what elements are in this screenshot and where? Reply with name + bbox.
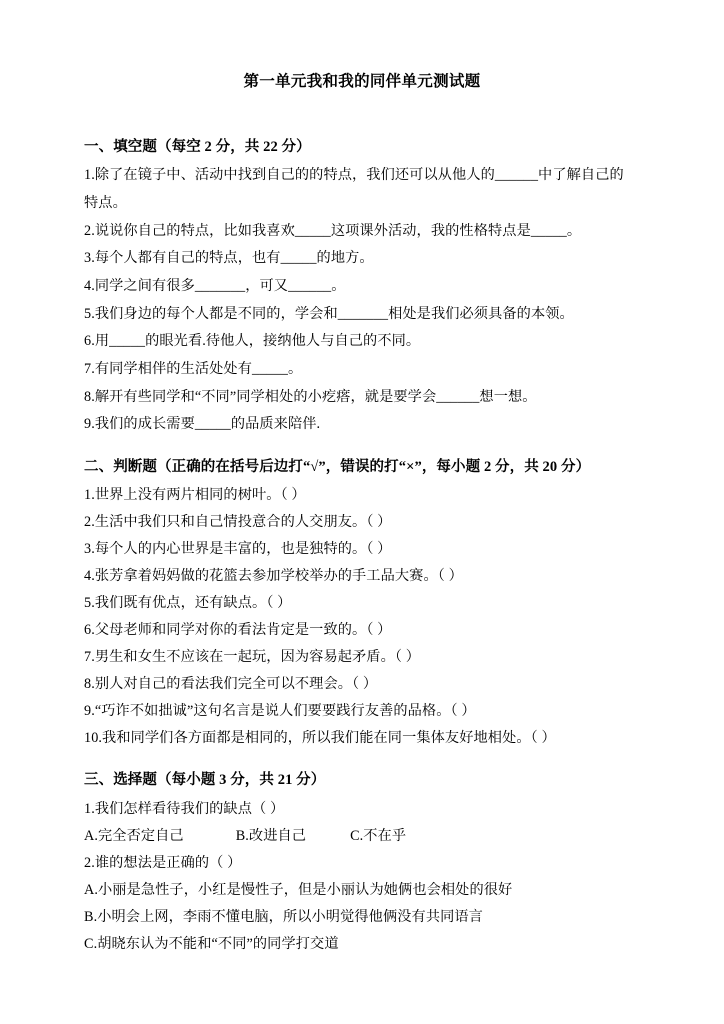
choice-option-c: C.胡晓东认为不能和“不同”的同学打交道: [84, 936, 339, 953]
section-true-false: [84, 455, 640, 752]
question-line: 8.解开有些同学和“不同”同学相处的小疙瘩，就是要学会______想一想。: [84, 388, 537, 405]
question-line: 2.说说你自己的特点，比如我喜欢_____这项课外活动，我的性格特点是_____。: [84, 222, 582, 239]
page-title: 第一单元我和我的同伴单元测试题: [243, 73, 481, 90]
question-line: 2.谁的想法是正确的（ ）: [84, 855, 242, 872]
section-heading: 三、选择题（每小题 3 分，共 21 分）: [84, 772, 326, 789]
choice-option-b: B.小明会上网，李雨不懂电脑，所以小明觉得他俩没有共同语言: [84, 909, 483, 926]
choice-option-c: C.不在乎: [350, 827, 407, 844]
question-line: 4.同学之间有很多_______，可又______。: [84, 277, 346, 294]
question-line: 2.生活中我们只和自己情投意合的人交朋友。（ ）: [84, 514, 392, 531]
question-line: 1.世界上没有两片相同的树叶。（ ）: [84, 487, 306, 504]
question-line: 7.男生和女生不应该在一起玩，因为容易起矛盾。（ ）: [84, 649, 421, 666]
question-line: 7.有同学相伴的生活处处有_____。: [84, 360, 303, 377]
section-heading: 二、判断题（正确的在括号后边打“√”，错误的打“×”，每小题 2 分，共 20 分）: [84, 459, 591, 476]
choice-option-b: B.改进自己: [235, 827, 307, 844]
section-fill-in-blank: [84, 135, 640, 439]
question-line: 3.每个人都有自己的特点，也有_____的地方。: [84, 250, 374, 267]
choice-option-a: A.小丽是急性子，小红是慢性子，但是小丽认为她俩也会相处的很好: [84, 882, 513, 899]
question-line: 1.除了在镜子中、活动中找到自己的的特点，我们还可以从他人的______中了解自己的: [84, 167, 624, 184]
choice-option-a: A.完全否定自己: [84, 827, 184, 844]
question-line: 4.张芳拿着妈妈做的花篮去参加学校举办的手工品大赛。（ ）: [84, 568, 463, 585]
question-line: 9.“巧诈不如拙诚”这句名言是说人们要要践行友善的品格。（ ）: [84, 703, 476, 720]
choice-row: [84, 823, 640, 851]
question-line: 10.我和同学们各方面都是相同的，所以我们能在同一集体友好地相处。（ ）: [84, 730, 556, 747]
section-multiple-choice: [84, 768, 640, 958]
question-line: 5.我们身边的每个人都是不同的，学会和_______相处是我们必须具备的本领。: [84, 305, 574, 322]
question-line: 5.我们既有优点，还有缺点。（ ）: [84, 595, 292, 612]
question-line: 3.每个人的内心世界是丰富的，也是独特的。（ ）: [84, 541, 392, 558]
question-line: 1.我们怎样看待我们的缺点（ ）: [84, 800, 285, 817]
question-line: 特点。: [84, 194, 127, 211]
question-line: 6.父母老师和同学对你的看法肯定是一致的。（ ）: [84, 622, 392, 639]
question-line: 9.我们的成长需要_____的品质来陪伴.: [84, 416, 321, 433]
section-heading: 一、填空题（每空 2 分，共 22 分）: [84, 138, 311, 155]
question-line: 8.别人对自己的看法我们完全可以不理会。（ ）: [84, 676, 378, 693]
question-line: 6.用_____的眼光看.待他人，接纳他人与自己的不同。: [84, 333, 421, 350]
